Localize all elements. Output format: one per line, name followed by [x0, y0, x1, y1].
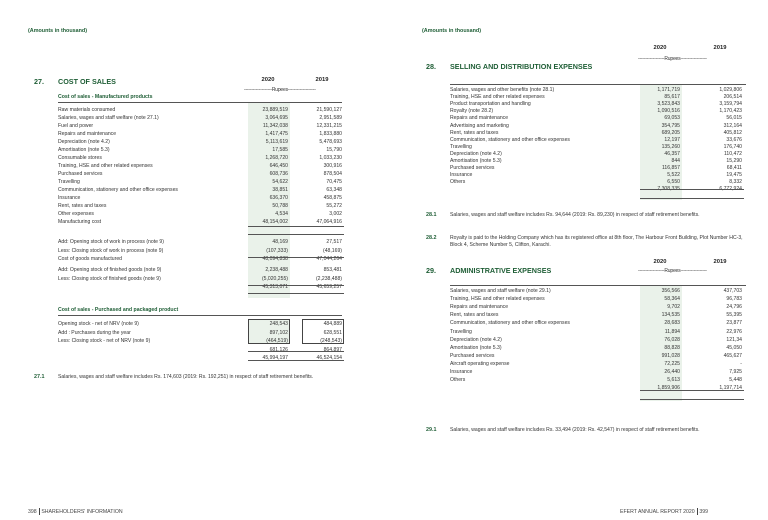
row-label: Repairs and maintenance — [58, 131, 117, 137]
value-2019: 5,478,693 — [319, 139, 342, 145]
value-2019: 22,976 — [726, 328, 742, 335]
value-2020: 48,169 — [272, 239, 288, 245]
value-2020: 1,090,516 — [657, 108, 680, 115]
note-number-27-1: 27.1 — [34, 374, 45, 380]
value-2020: 9,702 — [667, 304, 680, 311]
value-2020: 88,828 — [664, 344, 680, 351]
value-2019: (48,169) — [323, 247, 342, 254]
value-2019: 176,740 — [723, 143, 742, 150]
value-2020: 85,617 — [664, 94, 680, 101]
footer-title-right: EFERT ANNUAL REPORT 2020 — [620, 508, 695, 515]
rule-manufacturing-cost — [248, 226, 344, 227]
subtitle-purchased: Cost of sales - Purchased and packaged product — [58, 307, 179, 313]
value-2019: 27,517 — [326, 239, 342, 245]
value-2019: 63,348 — [326, 187, 342, 193]
value-2020: 23,889,519 — [262, 107, 288, 113]
rule-selling-total — [640, 189, 744, 190]
row-label: Salaries, wages and staff welfare (note 27.1) — [58, 115, 159, 121]
value-2020: 5,613 — [667, 377, 680, 384]
rupees-label-right-1: ------------------Rupees------------------ — [638, 56, 707, 62]
row-label: Travelling — [450, 328, 472, 335]
rule-manufacturing-cost-bottom — [248, 234, 344, 235]
section-title-cost-of-sales: COST OF SALES — [58, 77, 116, 86]
value-2019: 465,627 — [723, 352, 742, 359]
rule-top-purchased — [58, 315, 342, 316]
value-2020: 3,064,695 — [265, 115, 288, 121]
row-label: Less: Closing stock of work in process (note 9) — [58, 247, 164, 254]
value-2020: 681,126 — [269, 346, 288, 353]
value-2020: 45,313,071 — [262, 284, 288, 290]
value-2020: 897,102 — [269, 329, 288, 336]
value-2020: 46,357 — [664, 150, 680, 157]
value-2019: 23,877 — [726, 320, 742, 327]
row-label: Rent, rates and taxes — [450, 129, 499, 136]
rule-selling-total-bottom — [640, 198, 744, 199]
row-label: Repairs and maintenance — [450, 115, 509, 122]
value-2019: 206,514 — [723, 94, 742, 101]
row-label: Product transportation and handling — [450, 101, 531, 108]
value-2020: 5,113,619 — [265, 139, 288, 145]
value-2020: 12,197 — [664, 136, 680, 143]
table-row — [58, 247, 342, 255]
value-2019: 5,448 — [729, 377, 742, 384]
value-2020: 11,342,038 — [262, 123, 288, 129]
value-2020: 116,857 — [661, 165, 680, 172]
value-2019: 1,033,230 — [319, 155, 342, 161]
value-2019: 1,833,880 — [319, 131, 342, 137]
value-2020: 72,225 — [664, 360, 680, 367]
year-header-2019-right-2: 2019 — [713, 259, 727, 265]
value-2020: 608,736 — [269, 171, 288, 177]
section-number-28: 28. — [426, 62, 436, 71]
row-label: Amortisation (note 5.3) — [58, 147, 110, 153]
row-label: Repairs and maintenance — [450, 304, 509, 311]
note-27-1-text: Salaries, wages and staff welfare includes Rs. 174,603 (2019: Rs. 192,251) in respect of staff retirement benefits. — [58, 374, 314, 380]
value-2019: 6,772,924 — [719, 186, 742, 193]
row-label: Travelling — [58, 179, 80, 185]
row-label: Purchased services — [450, 352, 495, 359]
table-row — [58, 146, 342, 154]
rule-top-selling — [450, 84, 746, 85]
table-row — [450, 360, 746, 368]
value-2019: 878,504 — [323, 171, 342, 177]
table-row — [58, 337, 342, 345]
value-2020: 636,370 — [269, 195, 288, 201]
row-label: Other expenses — [58, 211, 94, 217]
rule-cos-total — [248, 351, 344, 352]
value-2020: (5,020,255) — [261, 275, 288, 282]
value-2020: 4,534 — [275, 211, 288, 217]
row-label: Amortisation (note 5.3) — [450, 158, 502, 164]
table-row — [58, 266, 342, 274]
value-2019: 55,272 — [326, 203, 342, 209]
row-label: Purchased services — [450, 165, 495, 172]
value-2019: 55,395 — [726, 312, 742, 319]
row-label: Opening stock - net of NRV (note 9) — [58, 321, 139, 327]
rule-cos-total-bottom — [248, 360, 344, 361]
row-label: Royalty (note 28.2) — [450, 108, 494, 115]
value-2020: 54,622 — [272, 179, 288, 185]
section-title-administrative: ADMINISTRATIVE EXPENSES — [450, 266, 552, 275]
section-title-selling: SELLING AND DISTRIBUTION EXPENSES — [450, 62, 593, 71]
table-row — [450, 287, 746, 295]
table-row — [450, 303, 746, 311]
table-row — [58, 106, 342, 114]
value-2020: 28,683 — [664, 320, 680, 327]
rule-cos-subtotal — [248, 285, 344, 286]
value-2020: (107,333) — [266, 247, 288, 254]
row-label: Add: Opening stock of finished goods (note 9) — [58, 267, 162, 273]
table-row — [58, 218, 342, 226]
table-row — [58, 154, 342, 162]
footer-page-number-left: 398 — [28, 508, 37, 515]
right-page — [384, 0, 768, 520]
value-2019: 853,481 — [323, 267, 342, 273]
row-label: Purchased services — [58, 171, 103, 177]
amounts-note-left: (Amounts in thousand) — [28, 28, 87, 34]
value-2019: 121,34 — [726, 336, 742, 343]
row-label: Less: Closing stock - net of NRV (note 9) — [58, 338, 151, 344]
value-2019: 45,050 — [726, 344, 742, 351]
row-label: Training, HSE and other related expenses — [450, 94, 545, 101]
value-2020: 1,171,719 — [657, 87, 680, 93]
value-2019: 1,029,806 — [719, 87, 742, 93]
row-label: Fuel and power — [58, 123, 94, 129]
value-2020: 69,053 — [664, 115, 680, 122]
row-label: Rent, rates and taxes — [450, 312, 499, 319]
value-2020: 1,859,906 — [657, 385, 680, 392]
value-2020: 356,566 — [661, 288, 680, 294]
value-2020: 5,522 — [667, 172, 680, 179]
value-2019: 15,790 — [326, 147, 342, 153]
table-row — [58, 210, 342, 218]
year-header-2019-right: 2019 — [713, 45, 727, 51]
table-row — [58, 122, 342, 130]
table-row — [450, 368, 746, 376]
note-29-1-text: Salaries, wages and staff welfare includes Rs. 33,494 (2019: Rs. 42,547) in respect of staff retirement benefits. — [450, 427, 700, 433]
rule-admin-total-bottom — [640, 399, 744, 400]
footer-right — [620, 508, 708, 515]
rule-top-admin — [450, 285, 746, 286]
footer-divider-left — [39, 508, 40, 515]
row-label: Insurance — [450, 369, 473, 375]
value-2019: 312,164 — [723, 122, 742, 129]
value-2020: 646,450 — [269, 163, 288, 169]
value-2020: 1,417,475 — [265, 131, 288, 137]
value-2019: 21,590,127 — [316, 107, 342, 113]
section-number-29: 29. — [426, 266, 436, 275]
value-2019: 24,796 — [726, 304, 742, 311]
table-row — [450, 352, 746, 360]
year-header-2020-right: 2020 — [653, 45, 667, 51]
value-2019: 7,925 — [729, 369, 742, 375]
value-2020: 248,543 — [269, 321, 288, 327]
table-row — [450, 295, 746, 303]
value-2019: 15,290 — [726, 158, 742, 164]
value-2019: 2,951,589 — [319, 115, 342, 121]
note-number-29-1: 29.1 — [426, 427, 437, 433]
row-label: Cost of goods manufactured — [58, 256, 122, 262]
table-row — [58, 320, 342, 328]
row-label: Communication, stationery and other office expenses — [58, 187, 178, 193]
value-2019: 19,475 — [726, 172, 742, 179]
row-label: Depreciation (note 4.2) — [58, 139, 110, 145]
value-2020: 17,585 — [272, 147, 288, 153]
value-2019: 110,472 — [723, 150, 742, 157]
value-2020: 2,238,488 — [265, 267, 288, 273]
table-row — [450, 319, 746, 327]
rule-admin-total — [640, 390, 744, 391]
row-label: Others — [450, 179, 466, 186]
value-2020: 354,795 — [661, 122, 680, 129]
amounts-note-right: (Amounts in thousand) — [422, 28, 481, 34]
year-header-2019-left: 2019 — [315, 77, 329, 83]
row-label: Salaries, wages and staff welfare (note 29.1) — [450, 288, 551, 294]
value-2019: 484,889 — [323, 321, 342, 327]
value-2020: 45,994,197 — [262, 355, 288, 361]
value-2020: 26,440 — [664, 369, 680, 375]
note-number-28-1: 28.1 — [426, 212, 437, 218]
row-label: Insurance — [58, 195, 81, 201]
row-label: Communication, stationery and other office expenses — [450, 136, 570, 143]
value-2020: 134,535 — [661, 312, 680, 319]
row-label: Salaries, wages and other benefits (note 28.1) — [450, 87, 555, 93]
value-2019: 1,197,714 — [719, 385, 742, 392]
value-2019: 1,170,423 — [719, 108, 742, 115]
row-label: Add: Opening stock of work in process (note 9) — [58, 239, 164, 245]
value-2019: 300,916 — [323, 163, 342, 169]
value-2020: 844 — [671, 158, 680, 164]
value-2019: 405,812 — [723, 129, 742, 136]
table-row — [58, 238, 342, 246]
table-row — [450, 344, 746, 352]
row-label: Add : Purchases during the year — [58, 329, 131, 336]
subtitle-manufactured: Cost of sales - Manufactured products — [58, 94, 153, 100]
table-row — [450, 311, 746, 319]
value-2019: 3,002 — [329, 211, 342, 217]
value-2020: 3,523,843 — [657, 101, 680, 108]
value-2020: 689,205 — [661, 129, 680, 136]
table-row — [58, 186, 342, 194]
row-label: Communication, stationery and other office expenses — [450, 320, 570, 327]
table-row — [58, 329, 342, 337]
table-row — [450, 328, 746, 336]
table-row — [58, 114, 342, 122]
value-2020: 11,894 — [664, 328, 680, 335]
row-label: Others — [450, 377, 466, 384]
row-label: Advertising and marketing — [450, 122, 509, 129]
row-label: Aircraft operating expense — [450, 360, 510, 367]
value-2020: 76,028 — [664, 336, 680, 343]
table-row — [58, 194, 342, 202]
value-2019: 46,524,154 — [316, 355, 342, 361]
row-label: Travelling — [450, 143, 472, 150]
row-label: Consumable stores — [58, 155, 102, 161]
row-label: Depreciation (note 4.2) — [450, 336, 502, 343]
value-2019: (2,238,488) — [315, 275, 342, 282]
table-row — [58, 275, 342, 283]
row-label: Rent, rates and taxes — [58, 203, 107, 209]
value-2020: 58,364 — [664, 296, 680, 303]
value-2020: 38,851 — [272, 187, 288, 193]
value-2020: 135,260 — [661, 143, 680, 150]
year-header-2020-left: 2020 — [261, 77, 275, 83]
table-row — [58, 138, 342, 146]
value-2020: (464,519) — [266, 338, 288, 344]
table-row — [58, 178, 342, 186]
table-row — [58, 162, 342, 170]
value-2019: 47,064,916 — [316, 219, 342, 225]
note-28-1-text: Salaries, wages and staff welfare includes Rs. 94,644 (2019: Rs. 89,230) in respect of staff retirement benefits. — [450, 212, 700, 218]
value-2019: 45,659,257 — [316, 284, 342, 290]
note-28-2-text: Royalty is paid to the Holding Company which has its registered office at 8th floor, The Harbour Front Building, Plot Number HC-3, Block 4, Scheme Number 5, Clifton, Karachi. — [450, 235, 743, 248]
value-2019: 33,676 — [726, 136, 742, 143]
row-label: Raw materials consumed — [58, 107, 116, 113]
table-row — [58, 130, 342, 138]
value-2020: 6,550 — [667, 179, 680, 186]
footer-left — [28, 508, 123, 515]
footer-title-left: SHAREHOLDERS' INFORMATION — [41, 508, 123, 515]
table-row — [58, 170, 342, 178]
row-label: Amortisation (note 5.3) — [450, 344, 502, 351]
value-2019: 47,044,264 — [316, 256, 342, 262]
note-number-28-2: 28.2 — [426, 235, 437, 241]
rule-cos-subtotal-bottom — [248, 293, 344, 294]
row-label: Insurance — [450, 172, 473, 179]
section-number-27: 27. — [34, 77, 44, 86]
row-label: Manufacturing cost — [58, 219, 102, 225]
value-2019: 864,897 — [323, 346, 342, 353]
row-label: Training, HSE and other related expenses — [450, 296, 545, 303]
value-2020: 991,028 — [661, 352, 680, 359]
value-2020: 48,154,002 — [262, 219, 288, 225]
table-row — [450, 336, 746, 344]
value-2020: 50,788 — [272, 203, 288, 209]
value-2019: 70,475 — [326, 179, 342, 185]
value-2019: 628,551 — [323, 329, 342, 336]
rupees-label-left: -------------------Rupees------------------- — [244, 87, 316, 93]
value-2019: - — [740, 360, 742, 367]
value-2019: (248,543) — [320, 338, 342, 344]
row-label: Less: Closing stock of finished goods (note 9) — [58, 275, 161, 282]
value-2019: 8,332 — [729, 179, 742, 186]
footer-divider-right — [697, 508, 698, 515]
value-2019: 68,411 — [726, 165, 742, 172]
value-2019: 437,703 — [723, 288, 742, 294]
value-2019: 56,015 — [726, 115, 742, 122]
row-label: Depreciation (note 4.2) — [450, 150, 502, 157]
rupees-label-right-2: ------------------Rupees------------------ — [638, 268, 707, 274]
table-row — [450, 376, 746, 384]
rule-goods-manufactured — [248, 257, 344, 258]
rule-top-cos — [58, 102, 342, 103]
value-2019: 12,331,215 — [316, 123, 342, 129]
year-header-2020-right-2: 2020 — [653, 259, 667, 265]
footer-page-number-right: 399 — [699, 508, 709, 515]
table-row — [58, 202, 342, 210]
value-2019: 96,783 — [726, 296, 742, 303]
value-2019: 3,159,794 — [719, 101, 742, 108]
row-label: Training, HSE and other related expenses — [58, 163, 153, 169]
value-2020: 7,308,335 — [657, 186, 680, 193]
table-row — [58, 346, 342, 354]
value-2020: 48,094,838 — [262, 256, 288, 262]
value-2019: 458,875 — [323, 195, 342, 201]
value-2020: 1,268,720 — [265, 155, 288, 161]
